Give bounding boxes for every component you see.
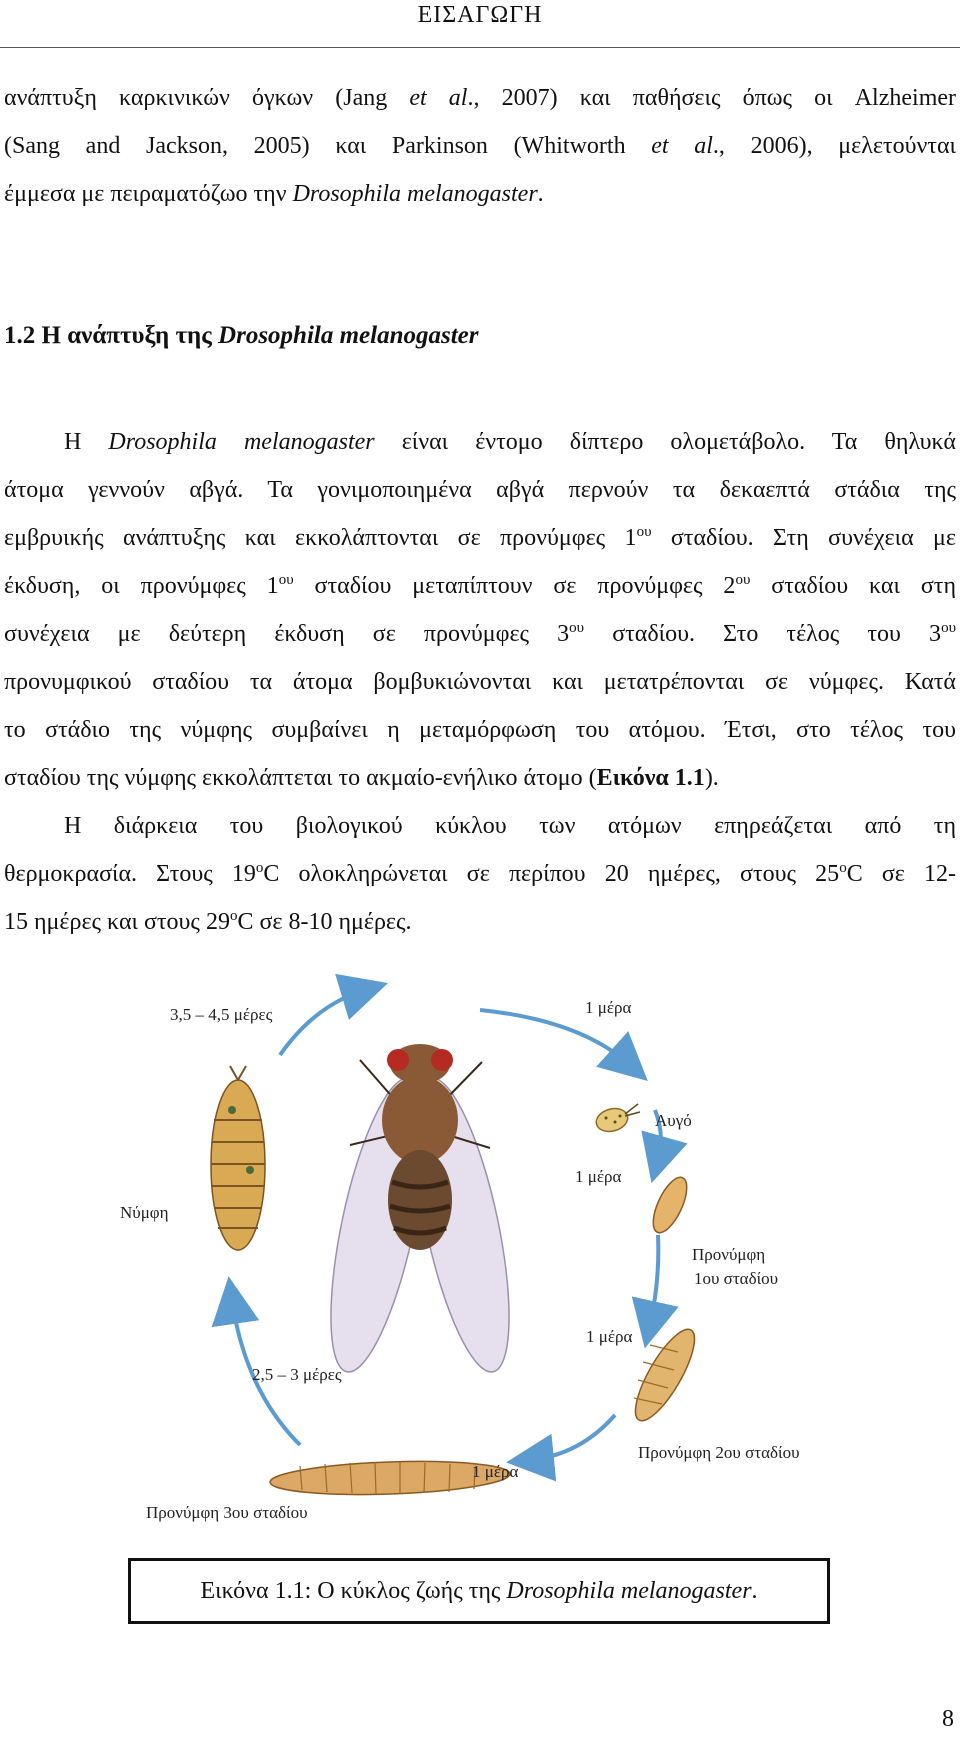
label-larva3: Προνύμφη 3ου σταδίου bbox=[146, 1503, 308, 1522]
label-pupa-duration: 3,5 – 4,5 μέρες bbox=[170, 1005, 273, 1024]
label-l3-duration: 2,5 – 3 μέρες bbox=[252, 1365, 342, 1384]
page-number: 8 bbox=[942, 1706, 954, 1732]
life-cycle-figure bbox=[110, 970, 950, 1530]
label-l1-to-l2: 1 μέρα bbox=[586, 1327, 633, 1346]
larva-stage2-icon bbox=[625, 1322, 705, 1428]
pupa-icon bbox=[211, 1066, 265, 1250]
body-paragraph-2 bbox=[4, 802, 956, 946]
arrow-pupa-to-adult bbox=[280, 990, 365, 1055]
label-larva1-b: 1ου σταδίου bbox=[694, 1269, 779, 1288]
body1-line-6: προνυμφικού σταδίου τα άτομα βομβυκιώνονται και μετατρέπονται σε νύμφες. Κατά bbox=[4, 669, 956, 695]
body1-line-3: εμβρυικής ανάπτυξης και εκκολάπτονται σε προνύμφες $1^{o\upsilon}$ σταδίου. Στη συνέχεια με bbox=[4, 524, 956, 551]
label-adult-to-egg: 1 μέρα bbox=[585, 998, 632, 1017]
label-egg: Αυγό bbox=[655, 1111, 692, 1130]
figure-caption: Εικόνα 1.1: Ο κύκλος ζωής της Drosophila melanogaster. bbox=[128, 1558, 830, 1624]
section-heading: 1.2 Η ανάπτυξη της Drosophila melanogaster bbox=[4, 322, 479, 349]
body2-line-1: Η διάρκεια του βιολογικού κύκλου των ατόμων επηρεάζεται από τη bbox=[64, 813, 956, 839]
running-header: ΕΙΣΑΓΩΓΗ bbox=[417, 2, 543, 28]
body1-line-1: Η Drosophila melanogaster είναι έντομο δίπτερο ολομετάβολο. Τα θηλυκά bbox=[64, 429, 956, 455]
label-pupa: Νύμφη bbox=[120, 1203, 169, 1222]
intro-line-2: (Sang and Jackson, 2005) και Parkinson (Whitworth et al., 2006), μελετούνται bbox=[4, 133, 956, 159]
body1-line-4: έκδυση, οι προνύμφες $1^{o\upsilon}$ σταδίου μεταπίπτουν σε προνύμφες $2^{o\upsilon}$ σταδίου και στη bbox=[4, 572, 956, 599]
intro-paragraph bbox=[4, 74, 956, 218]
body-paragraph-1 bbox=[4, 418, 956, 802]
body1-line-7: το στάδιο της νύμφης συμβαίνει η μεταμόρφωση του ατόμου. Έτσι, στο τέλος του bbox=[4, 717, 956, 743]
intro-line-3: έμμεσα με πειραματόζωο την Drosophila melanogaster. bbox=[4, 181, 544, 207]
arrow-l1-to-l2 bbox=[650, 1235, 658, 1325]
body1-line-5: συνέχεια με δεύτερη έκδυση σε προνύμφες $3^{o\upsilon}$ σταδίου. Στο τέλος του $3^{o\upsilon}$ bbox=[4, 620, 956, 647]
life-cycle-diagram bbox=[110, 970, 950, 1530]
arrow-adult-to-egg bbox=[480, 1010, 630, 1065]
larva-stage1-icon bbox=[646, 1173, 693, 1238]
body1-line-2: άτομα γεννούν αβγά. Τα γονιμοποιημένα αβγά περνούν τα δεκαεπτά στάδια της bbox=[4, 477, 956, 503]
egg-icon bbox=[594, 1104, 640, 1135]
arrow-l2-to-l3 bbox=[530, 1415, 615, 1460]
label-egg-to-l1: 1 μέρα bbox=[575, 1167, 622, 1186]
body2-line-2: θερμοκρασία. Στους $19^oC$ ολοκληρώνεται σε περίπου 20 ημέρες, στους $25^oC$ σε 12- bbox=[4, 860, 956, 887]
label-larva1-a: Προνύμφη bbox=[692, 1245, 766, 1264]
label-l2-to-l3: 1 μέρα bbox=[472, 1462, 519, 1481]
label-larva2: Προνύμφη 2ου σταδίου bbox=[638, 1443, 800, 1462]
adult-fly-icon bbox=[312, 1044, 529, 1379]
body1-line-8: σταδίου της νύμφης εκκολάπτεται το ακμαίο-ενήλικο άτομο (Εικόνα 1.1). bbox=[4, 765, 719, 791]
intro-line-1: ανάπτυξη καρκινικών όγκων (Jang et al., 2007) και παθήσεις όπως οι Alzheimer bbox=[4, 85, 956, 111]
header-rule bbox=[0, 47, 960, 48]
body2-line-3: 15 ημέρες και στους $29^oC$ σε 8-10 ημέρες. bbox=[4, 908, 412, 935]
